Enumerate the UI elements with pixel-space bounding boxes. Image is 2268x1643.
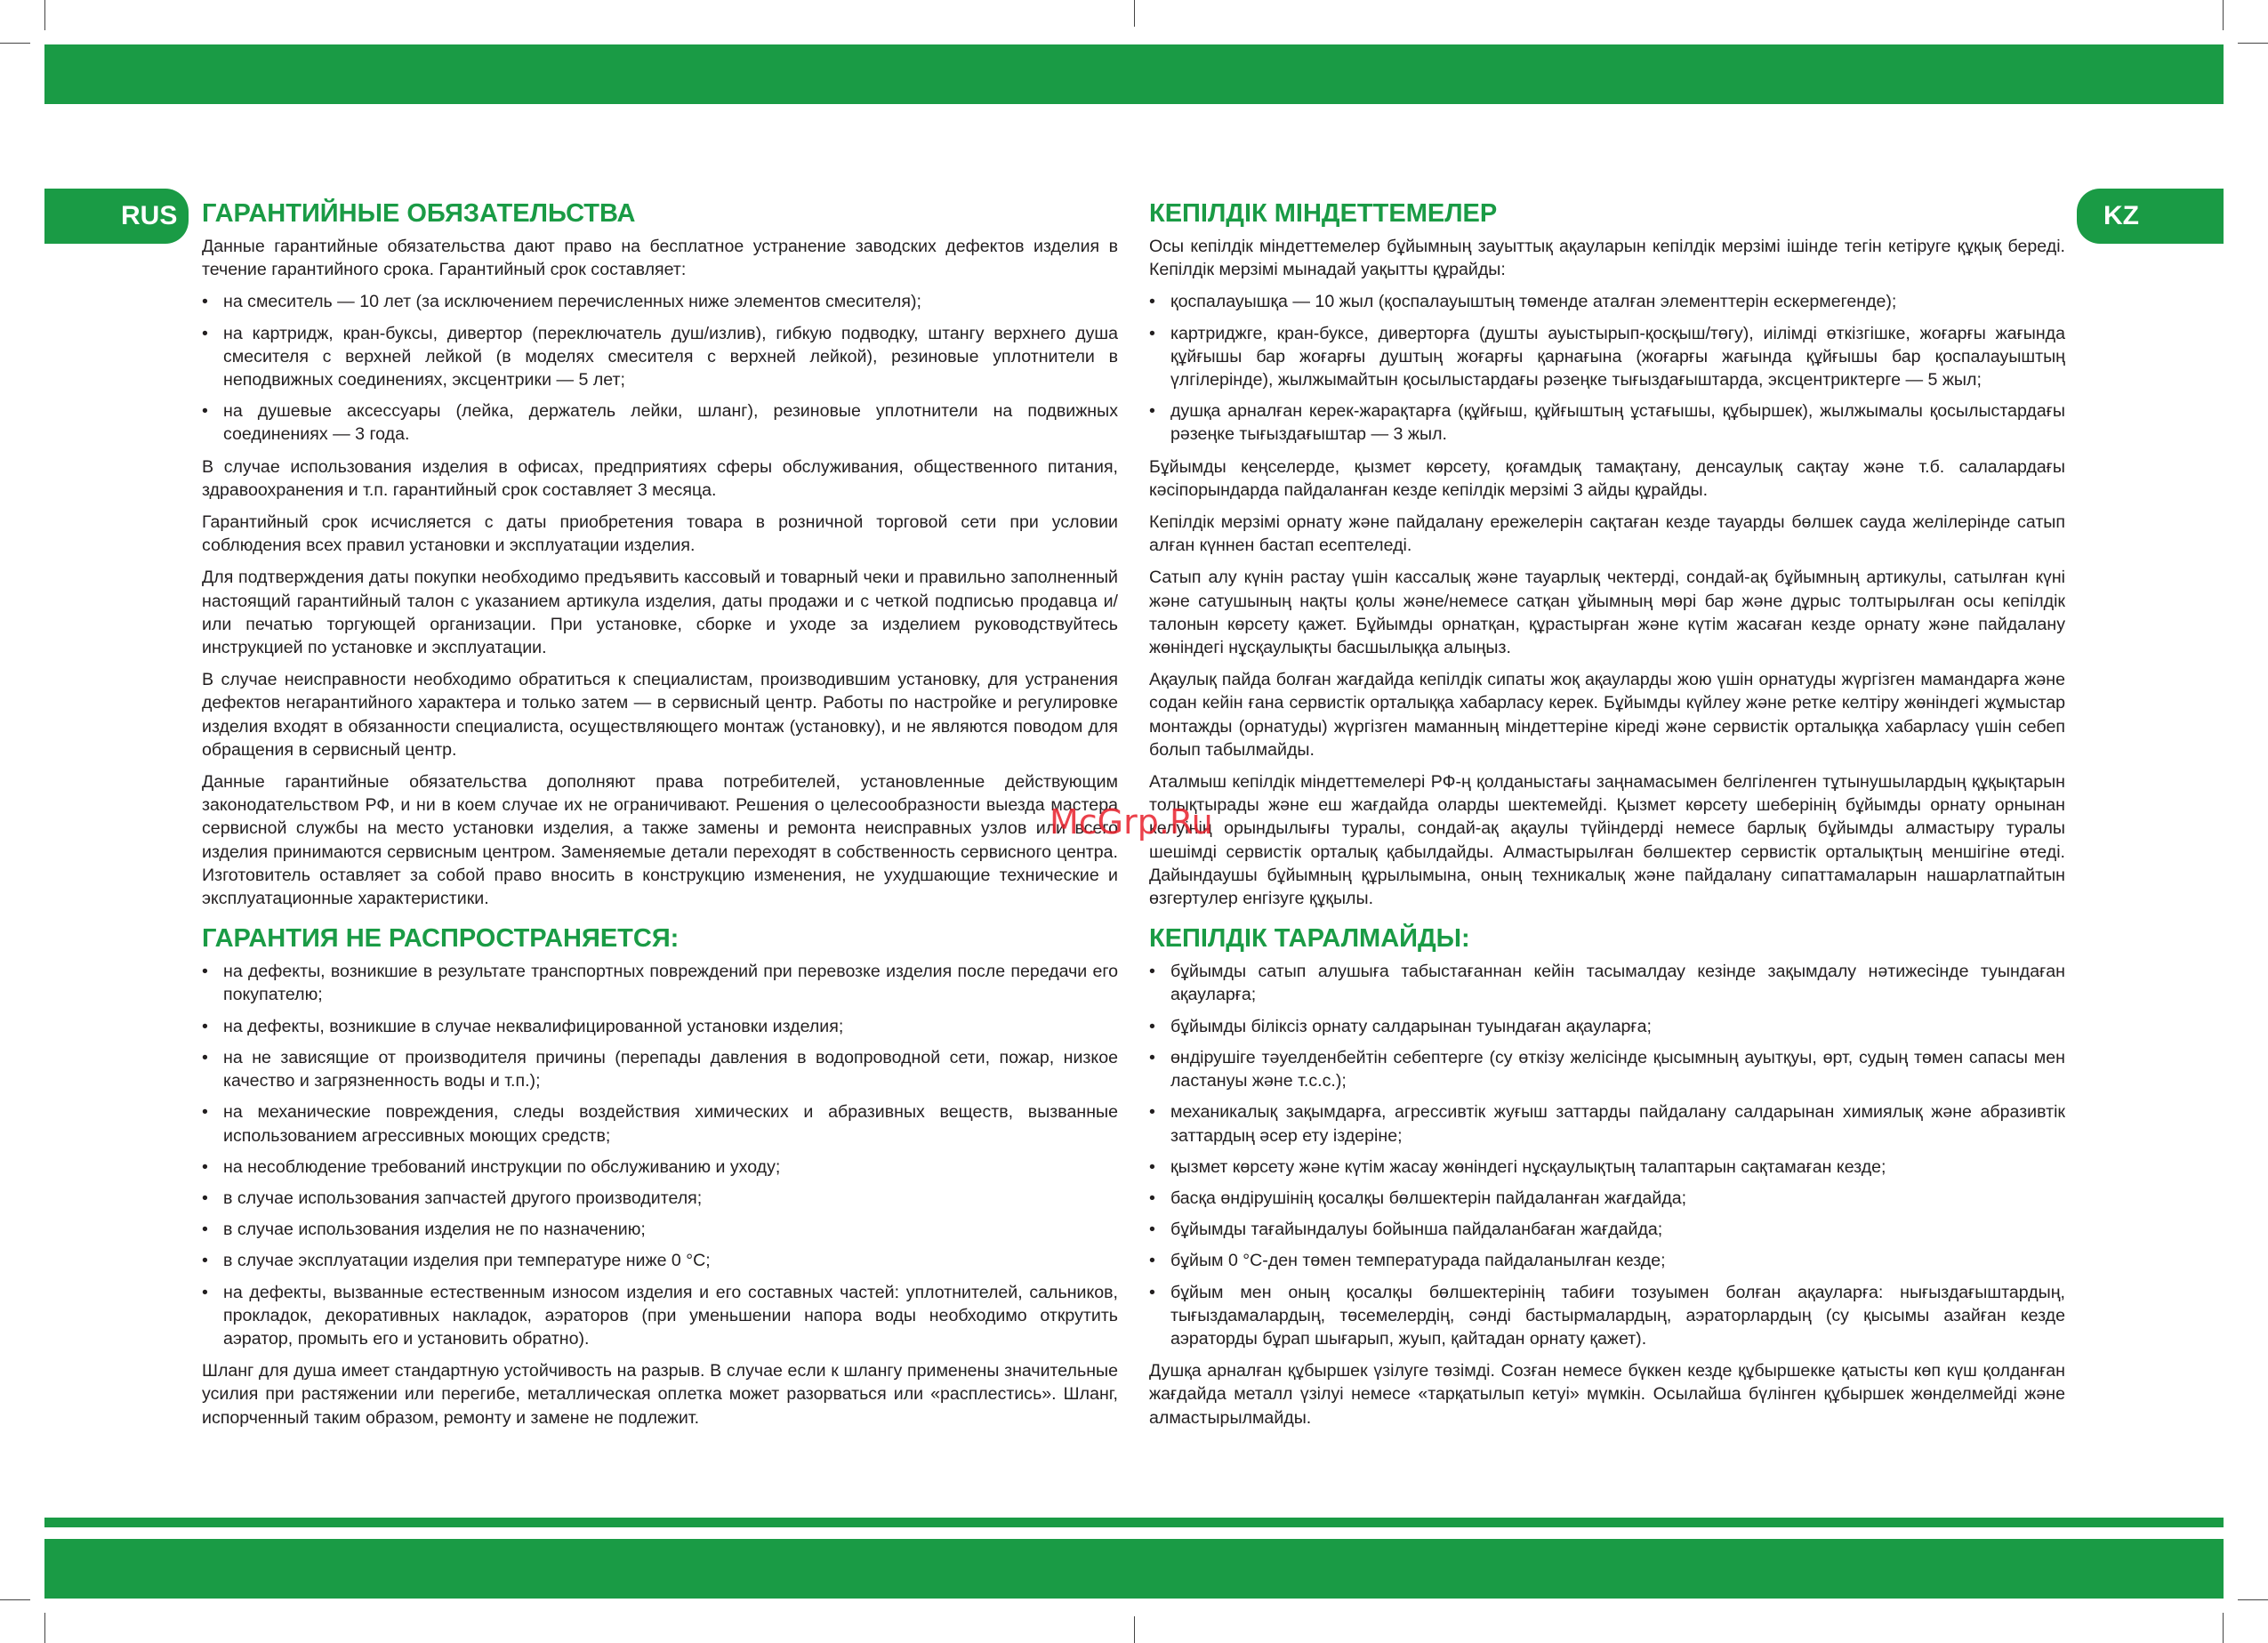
kz-closing: Душқа арналған құбыршек үзілуге төзімді. Созған немесе бүккен кезде құбыршекке қатысты көп күш қолданған жағдайда металл үзілуі немесе «тарқатылып кетуі» мүмкін. Осылайша бүлінген құбыршек жөнделмейді және алмастырылмайды. bbox=[1149, 1361, 2065, 1428]
list-item: • бұйымды сатып алушыға табыстағаннан кейін тасымалдау кезінде зақымдалу нәтижесінде туындаған ақауларға; bbox=[1149, 960, 2065, 1006]
kz-exclusions-list bbox=[1149, 960, 2065, 1350]
rus-paragraph: В случае неисправности необходимо обратиться к специалистам, производившим установку, для устранения дефектов негарантийного характера и только затем — в сервисный центр. Работы по настройке и регулировке изделия входят в обязанности специалиста, осуществляющего монтаж (установку), и не являются поводом для обращения в сервисный центр. bbox=[202, 670, 1118, 760]
crop-mark bbox=[2223, 1613, 2224, 1643]
kz-paragraph: Кепілдік мерзімі орнату және пайдалану ережелерін сақтаған кезде тауарды бөлшек сауда желілерінде сатып алған күннен бастап есептеледі. bbox=[1149, 512, 2065, 556]
list-item: • в случае эксплуатации изделия при температуре ниже 0 °С; bbox=[202, 1249, 1118, 1272]
crop-mark bbox=[44, 0, 45, 30]
language-tab-rus: RUS bbox=[44, 189, 189, 244]
crop-mark bbox=[0, 1599, 30, 1600]
list-item: • на душевые аксессуары (лейка, держатель лейки, шланг), резиновые уплотнители на подвижных соединениях — 3 года. bbox=[202, 399, 1118, 446]
crop-mark bbox=[2238, 43, 2268, 44]
list-item: • басқа өндірушінің қосалқы бөлшектерін пайдаланған жағдайда; bbox=[1149, 1187, 2065, 1210]
rus-exclusions-title: ГАРАНТИЯ НЕ РАСПРОСТРАНЯЕТСЯ: bbox=[202, 924, 680, 954]
list-item: • өндірушіге тәуелденбейтін себептерге (су өткізу желісінде қысымның ауытқуы, өрт, судың төмен сапасы мен ластануы және т.с.с.); bbox=[1149, 1046, 2065, 1092]
list-item: • бұйымды тағайындалуы бойынша пайдаланбаған жағдайда; bbox=[1149, 1218, 2065, 1241]
list-item: • на дефекты, вызванные естественным износом изделия и его составных частей: уплотнителей, сальников, прокладок, декоративных накладок, аэраторов (при уменьшении напора воды необходимо открутить аэратор, промыть его и установить обратно). bbox=[202, 1281, 1118, 1351]
rus-closing: Шланг для душа имеет стандартную устойчивость на разрыв. В случае если к шлангу применены значительные усилия при растяжении или перегибе, металлическая оплетка может разорваться или «расплестись». Шланг, испорченный таким образом, ремонту и замене не подлежит. bbox=[202, 1361, 1118, 1428]
rus-title: ГАРАНТИЙНЫЕ ОБЯЗАТЕЛЬСТВА bbox=[202, 199, 636, 228]
center-fold-mark bbox=[1134, 0, 1135, 27]
kz-paragraph: Аталмыш кепілдік міндеттемелері РФ-ң қолданыстағы заңнамасымен белгіленген тұтынушылардың құқықтарын толықтырады және еш жағдайда оларды шектемейді. Қызмет көрсету шеберінің бұйымды орнату орнынан келуінің орындылығы туралы, сондай-ақ ақаулы түйіндерді немесе барлық бұйымды алмастыру туралы шешімді сервистік орталық қабылдайды. Алмастырылған бөлшектер сервистік орталықтың меншігіне өтеді. Дайындаушы бұйымның құрылымына, оның техникалық және пайдалану сипаттамаларын нашарлатпайтын өзгертулер енгізуге құқылы. bbox=[1149, 772, 2065, 909]
kz-exclusions-title: КЕПІЛДІК ТАРАЛМАЙДЫ: bbox=[1149, 924, 1470, 954]
list-item: • бұйым 0 °С-ден төмен температурада пайдаланылған кезде; bbox=[1149, 1249, 2065, 1272]
bottom-green-band bbox=[44, 1539, 2224, 1599]
rus-exclusions-list bbox=[202, 960, 1118, 1350]
language-tab-kz: KZ bbox=[2077, 189, 2224, 244]
kz-paragraph: Бұйымды кеңселерде, қызмет көрсету, қоғамдық тамақтану, денсаулық сақтау және т.б. салалардағы кәсіпорындарда пайдаланған кезде кепілдік мерзімі 3 айды құрайды. bbox=[1149, 456, 2065, 500]
list-item: • бұйым мен оның қосалқы бөлшектерінің табиғи тозуымен болған ақауларға: нығыздағыштардың, тығыздамалардың, төсемелердің, сәнді бастырмалардың, аэраторлардың (су қысымы азайған кезде аэраторды бұрап шығарып, жуып, қайтадан орнату қажет). bbox=[1149, 1281, 2065, 1351]
list-item: • қызмет көрсету және күтім жасау жөніндегі нұсқаулықтың талаптарын сақтамаған кезде; bbox=[1149, 1156, 2065, 1179]
list-item: • картриджге, кран-буксе, диверторға (душты ауыстырып-қосқыш/төгу), иілімді өткізгішке, жоғарғы жағында құйғышы бар жоғарғы душтың жоғарғы қарнағына (жоғарғы жағында құйғышы бар қоспалауыштың үлгілерінде), жылжымайтын қосылыстардағы рәзеңке тығыздағыштарда, эксцентриктерге — 5 жыл; bbox=[1149, 322, 2065, 392]
rus-column bbox=[202, 197, 1118, 1438]
list-item: • на несоблюдение требований инструкции по обслуживанию и уходу; bbox=[202, 1156, 1118, 1179]
rus-paragraph: В случае использования изделия в офисах, предприятиях сферы обслуживания, общественного питания, здравоохранения и т.п. гарантийный срок составляет 3 месяца. bbox=[202, 456, 1118, 500]
top-green-band bbox=[44, 44, 2224, 104]
kz-paragraph: Сатып алу күнін растау үшін кассалық және тауарлық чектерді, сондай-ақ бұйымның артикулы, сатылған күні және сатушының нақты қолы және/немесе сатқан ұйымның мөрі бар және дұрыс толтырылған осы кепілдік талонын көрсету қажет. Бұйымды орнатқан, құрастырған және күтім жасаған кезде орнату және пайдалану жөніндегі нұсқаулықты басшылыққа алыңыз. bbox=[1149, 568, 2065, 658]
list-item: • душқа арналған керек-жарақтарға (құйғыш, құйғыштың ұстағышы, құбыршек), жылжымалы қосылыстардағы рәзеңке тығыздағыштар — 3 жыл. bbox=[1149, 399, 2065, 446]
list-item: • на дефекты, возникшие в случае неквалифицированной установки изделия; bbox=[202, 1015, 1118, 1038]
rus-paragraph: Гарантийный срок исчисляется с даты приобретения товара в розничной торговой сети при условии соблюдения всех правил установки и эксплуатации изделия. bbox=[202, 512, 1118, 556]
kz-intro: Осы кепілдік міндеттемелер бұйымның зауыттық ақауларын кепілдік мерзімі ішінде тегін кетіруге құқық береді. Кепілдік мерзімі мынадай уақытты құрайды: bbox=[1149, 237, 2065, 280]
rus-intro: Данные гарантийные обязательства дают право на бесплатное устранение заводских дефектов изделия в течение гарантийного срока. Гарантийный срок составляет: bbox=[202, 237, 1118, 280]
list-item: • на не зависящие от производителя причины (перепады давления в водопроводной сети, пожар, низкое качество и загрязненность воды и т.п.); bbox=[202, 1046, 1118, 1092]
kz-column bbox=[1149, 197, 2065, 1438]
kz-terms-list bbox=[1149, 290, 2065, 446]
crop-mark bbox=[2223, 0, 2224, 30]
crop-mark bbox=[2238, 1599, 2268, 1600]
rus-paragraph: Данные гарантийные обязательства дополняют права потребителей, установленные действующим законодательством РФ, и ни в коем случае их не ограничивают. Решения о целесообразности выезда мастера сервисной службы на место установки изделия, а также замены и ремонта неисправных узлов или всего изделия принимаются сервисным центром. Заменяемые детали переходят в собственность сервисного центра. Изготовитель оставляет за собой право вносить в конструкцию изменения, не ухудшающие технические и эксплуатационные характеристики. bbox=[202, 772, 1118, 909]
list-item: • қоспалауышқа — 10 жыл (қоспалауыштың төменде аталған элементтерін ескермегенде); bbox=[1149, 290, 2065, 313]
list-item: • в случае использования изделия не по назначению; bbox=[202, 1218, 1118, 1241]
list-item: • на смеситель — 10 лет (за исключением перечисленных ниже элементов смесителя); bbox=[202, 290, 1118, 313]
list-item: • механикалық зақымдарға, агрессивтік жуғыш заттарды пайдалану салдарынан химиялық және абразивтік заттардың әсер ету іздеріне; bbox=[1149, 1100, 2065, 1147]
crop-mark bbox=[0, 43, 30, 44]
watermark: McGrp.Ru bbox=[1050, 802, 1213, 842]
list-item: • в случае использования запчастей другого производителя; bbox=[202, 1187, 1118, 1210]
list-item: • на механические повреждения, следы воздействия химических и абразивных веществ, вызванные использованием агрессивных моющих средств; bbox=[202, 1100, 1118, 1147]
rus-paragraph: Для подтверждения даты покупки необходимо предъявить кассовый и товарный чеки и правильно заполненный настоящий гарантийный талон с указанием артикула изделия, даты продажи и с четкой подписью продавца и/или печатью торгующей организации. При установке, сборке и уходе за изделием руководствуйтесь инструкцией по установке и эксплуатации. bbox=[202, 568, 1118, 658]
crop-mark bbox=[44, 1613, 45, 1643]
bottom-green-rule bbox=[44, 1518, 2224, 1527]
list-item: • на картридж, кран-буксы, дивертор (переключатель душ/излив), гибкую подводку, штангу верхнего душа смесителя с верхней лейкой (в моделях смесителя с верхней лейкой), резиновые уплотнители в неподвижных соединениях, эксцентрики — 5 лет; bbox=[202, 322, 1118, 392]
rus-terms-list bbox=[202, 290, 1118, 446]
list-item: • бұйымды біліксіз орнату салдарынан туындаған ақауларға; bbox=[1149, 1015, 2065, 1038]
kz-title: КЕПІЛДІК МІНДЕТТЕМЕЛЕР bbox=[1149, 199, 1498, 228]
center-fold-mark bbox=[1134, 1616, 1135, 1643]
list-item: • на дефекты, возникшие в результате транспортных повреждений при перевозке изделия после передачи его покупателю; bbox=[202, 960, 1118, 1006]
kz-paragraph: Ақаулық пайда болған жағдайда кепілдік сипаты жоқ ақауларды жою үшін орнатуды жүргізген мамандарға және содан кейін ғана сервистік орталыққа хабарласу керек. Бұйымды күйлеу және ретке келтіру жөніндегі жұмыстар монтажды (орнатуды) жүргізген маманның міндеттеріне кіреді және сервистік орталыққа хабарласу үшін себеп болып табылмайды. bbox=[1149, 670, 2065, 760]
